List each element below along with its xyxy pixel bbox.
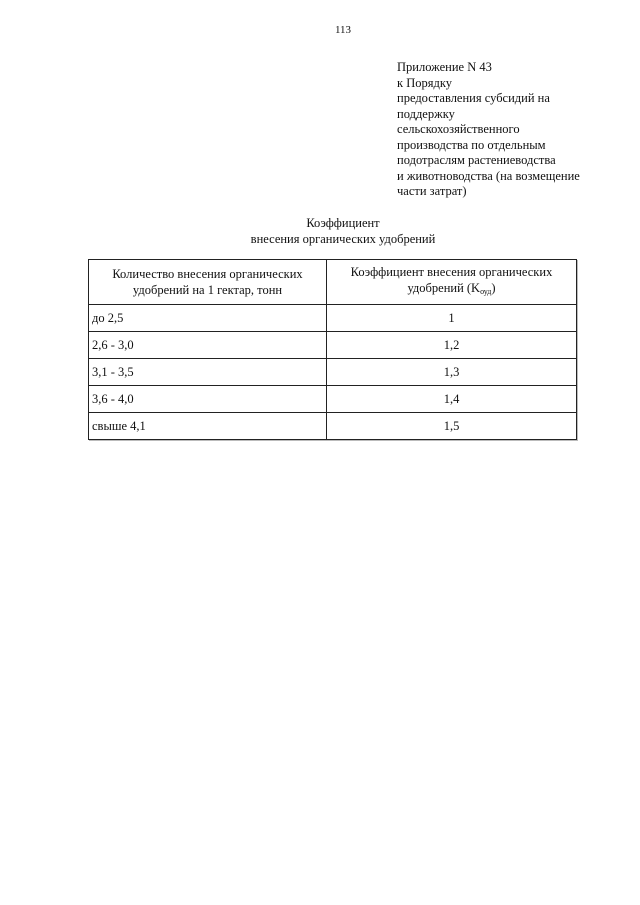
appendix-line: сельскохозяйственного <box>397 122 520 136</box>
coefficient-cell: 1,5 <box>327 413 577 440</box>
header-coefficient <box>327 260 577 305</box>
quantity-cell: 3,1 - 3,5 <box>89 359 327 386</box>
coefficient-cell: 1 <box>327 305 577 332</box>
page-number: 113 <box>334 24 352 36</box>
quantity-cell: 2,6 - 3,0 <box>89 332 327 359</box>
table-row <box>89 386 577 413</box>
header-coefficient-line-1: Коэффициент внесения органических <box>350 265 553 279</box>
table-header-row <box>89 260 577 305</box>
header-coefficient-subscript: оуд <box>480 287 492 296</box>
header-coefficient-prefix: удобрений (K <box>407 281 481 295</box>
table-row <box>89 305 577 332</box>
title-line-2: внесения органических удобрений <box>250 232 436 246</box>
coefficient-cell: 1,2 <box>327 332 577 359</box>
header-coefficient-suffix: ) <box>491 281 496 295</box>
appendix-line: подотраслям растениеводства <box>397 153 556 167</box>
quantity-cell: до 2,5 <box>89 305 327 332</box>
table-row <box>89 332 577 359</box>
appendix-line: части затрат) <box>397 184 467 198</box>
table-row <box>89 413 577 440</box>
document-title <box>0 215 640 247</box>
appendix-line: Приложение N 43 <box>397 60 492 74</box>
header-quantity-line-2: удобрений на 1 гектар, тонн <box>132 283 283 297</box>
appendix-line: и животноводства (на возмещение <box>397 168 580 183</box>
table-row <box>89 359 577 386</box>
appendix-note <box>397 60 617 200</box>
appendix-line: к Порядку <box>397 75 452 90</box>
coefficient-cell: 1,3 <box>327 359 577 386</box>
title-line-1: Коэффициент <box>306 216 380 230</box>
appendix-line: поддержку <box>397 106 455 121</box>
coefficient-table <box>88 259 577 440</box>
appendix-line: предоставления субсидий на <box>397 91 550 105</box>
header-quantity <box>89 260 327 305</box>
coefficient-cell: 1,4 <box>327 386 577 413</box>
quantity-cell: свыше 4,1 <box>89 413 327 440</box>
quantity-cell: 3,6 - 4,0 <box>89 386 327 413</box>
appendix-line: производства по отдельным <box>397 137 546 152</box>
header-quantity-line-1: Количество внесения органических <box>112 267 303 281</box>
